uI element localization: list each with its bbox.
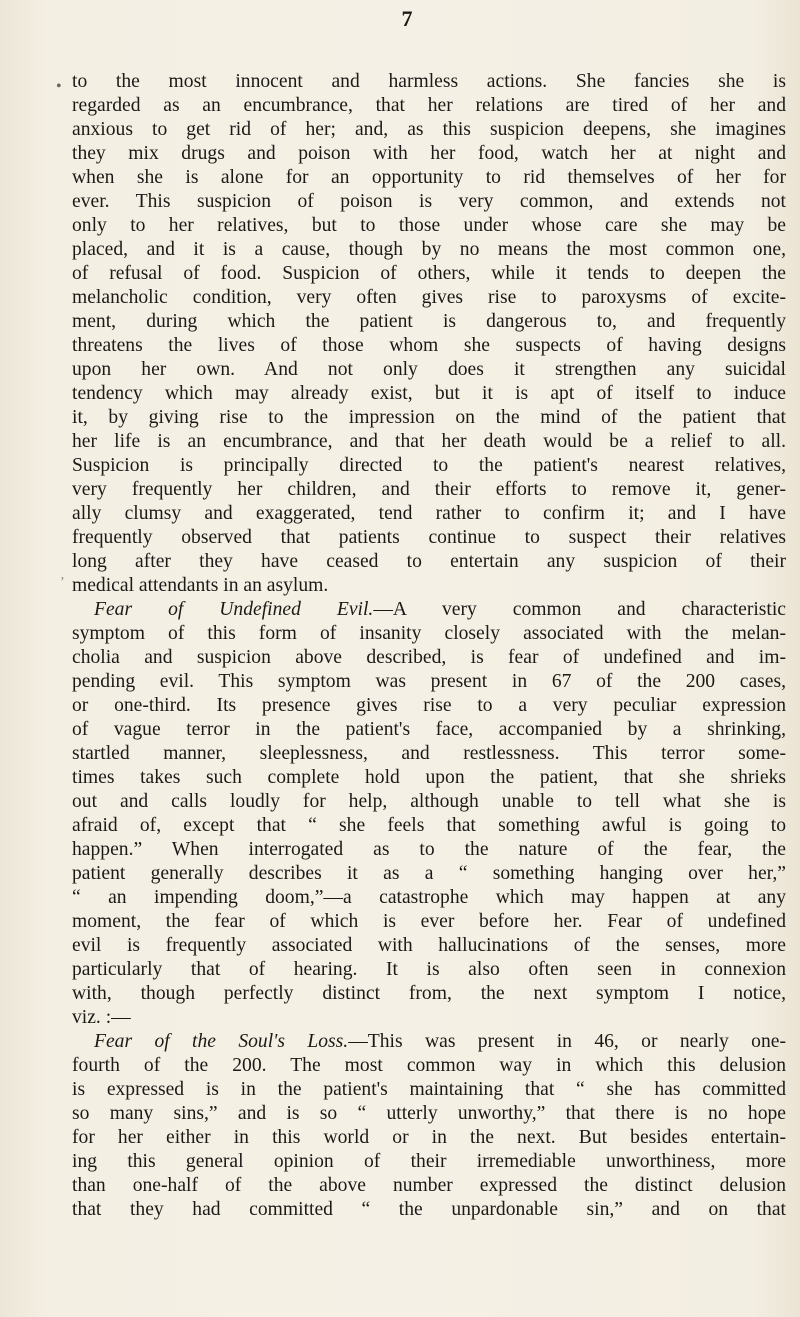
text-line: threatens the lives of those whom she suspects of having designs <box>72 335 786 356</box>
text-line: with, though perfectly distinct from, the next symptom I notice, <box>72 983 786 1004</box>
body-text <box>72 70 786 1222</box>
text-line: ally clumsy and exaggerated, tend rather to confirm it; and I have <box>72 503 786 524</box>
text-line: of vague terror in the patient's face, accompanied by a shrinking, <box>72 719 786 740</box>
text-line: when she is alone for an opportunity to rid themselves of her for <box>72 167 786 188</box>
text-line: that they had committed “ the unpardonable sin,” and on that <box>72 1199 786 1220</box>
text-line: or one-third. Its presence gives rise to a very peculiar expression <box>72 695 786 716</box>
text-line: it, by giving rise to the impression on the mind of the patient that <box>72 407 786 428</box>
paragraph-fear-undefined-evil <box>72 598 786 1030</box>
text-line: “ an impending doom,”—a catastrophe which may happen at any <box>72 887 786 908</box>
text-line: viz. :— <box>72 1007 131 1028</box>
text-line: symptom of this form of insanity closely associated with the melan- <box>72 623 786 644</box>
text-line: to the most innocent and harmless actions. She fancies she is <box>72 71 786 92</box>
text-line: so many sins,” and is so “ utterly unworthy,” that there is no hope <box>72 1103 786 1124</box>
text-line: than one-half of the above number expressed the distinct delusion <box>72 1175 786 1196</box>
text-line: for her either in this world or in the next. But besides entertain- <box>72 1127 786 1148</box>
text-line: her life is an encumbrance, and that her death would be a relief to all. <box>72 431 786 452</box>
text-line: happen.” When interrogated as to the nature of the fear, the <box>72 839 786 860</box>
text-line: startled manner, sleeplessness, and restlessness. This terror some- <box>72 743 786 764</box>
text-line: anxious to get rid of her; and, as this suspicion deepens, she imagines <box>72 119 786 140</box>
text-line: afraid of, except that “ she feels that something awful is going to <box>72 815 786 836</box>
text-line: tendency which may already exist, but it is apt of itself to induce <box>72 383 786 404</box>
text-line: very frequently her children, and their efforts to remove it, gener- <box>72 479 786 500</box>
text-line: fourth of the 200. The most common way in which this delusion <box>72 1055 786 1076</box>
text-line: moment, the fear of which is ever before her. Fear of undefined <box>72 911 786 932</box>
text-line: particularly that of hearing. It is also often seen in connexion <box>72 959 786 980</box>
text-line: cholia and suspicion above described, is fear of undefined and im- <box>72 647 786 668</box>
text-line: long after they have ceased to entertain any suspicion of their <box>72 551 786 572</box>
margin-speck: ʼ <box>60 575 65 590</box>
paragraph-fear-souls-loss <box>72 1030 786 1222</box>
paragraph-suspicion <box>72 70 786 598</box>
text-line: evil is frequently associated with hallucinations of the senses, more <box>72 935 786 956</box>
text-line <box>72 1030 786 1054</box>
text-line: times takes such complete hold upon the patient, that she shrieks <box>72 767 786 788</box>
text-line: ever. This suspicion of poison is very common, and extends not <box>72 191 786 212</box>
text-line: pending evil. This symptom was present in 67 of the 200 cases, <box>72 671 786 692</box>
text-line: ing this general opinion of their irremediable unworthiness, more <box>72 1151 786 1172</box>
section-heading: Fear of Undefined Evil. <box>94 599 374 620</box>
text-line: regarded as an encumbrance, that her relations are tired of her and <box>72 95 786 116</box>
text-line: patient generally describes it as a “ something hanging over her,” <box>72 863 786 884</box>
page-number: 7 <box>401 6 413 31</box>
margin-mark: • <box>56 78 62 95</box>
text-line: Suspicion is principally directed to the patient's nearest relatives, <box>72 455 786 476</box>
text-line <box>72 598 786 622</box>
text-line: placed, and it is a cause, though by no means the most common one, <box>72 239 786 260</box>
text-line: upon her own. And not only does it strengthen any suicidal <box>72 359 786 380</box>
heading-continuation: —This was present in 46, or nearly one- <box>348 1031 786 1052</box>
text-line: only to her relatives, but to those under whose care she may be <box>72 215 786 236</box>
text-line: they mix drugs and poison with her food, watch her at night and <box>72 143 786 164</box>
text-line: medical attendants in an asylum. <box>72 575 329 596</box>
text-line: is expressed is in the patient's maintaining that “ she has committed <box>72 1079 786 1100</box>
text-line: frequently observed that patients continue to suspect their relatives <box>72 527 786 548</box>
text-line: out and calls loudly for help, although unable to tell what she is <box>72 791 786 812</box>
text-line: melancholic condition, very often gives rise to paroxysms of excite- <box>72 287 786 308</box>
text-line: ment, during which the patient is dangerous to, and frequently <box>72 311 786 332</box>
heading-continuation: —A very common and characteristic <box>373 599 786 620</box>
text-line: of refusal of food. Suspicion of others, while it tends to deepen the <box>72 263 786 284</box>
section-heading: Fear of the Soul's Loss. <box>94 1031 349 1052</box>
